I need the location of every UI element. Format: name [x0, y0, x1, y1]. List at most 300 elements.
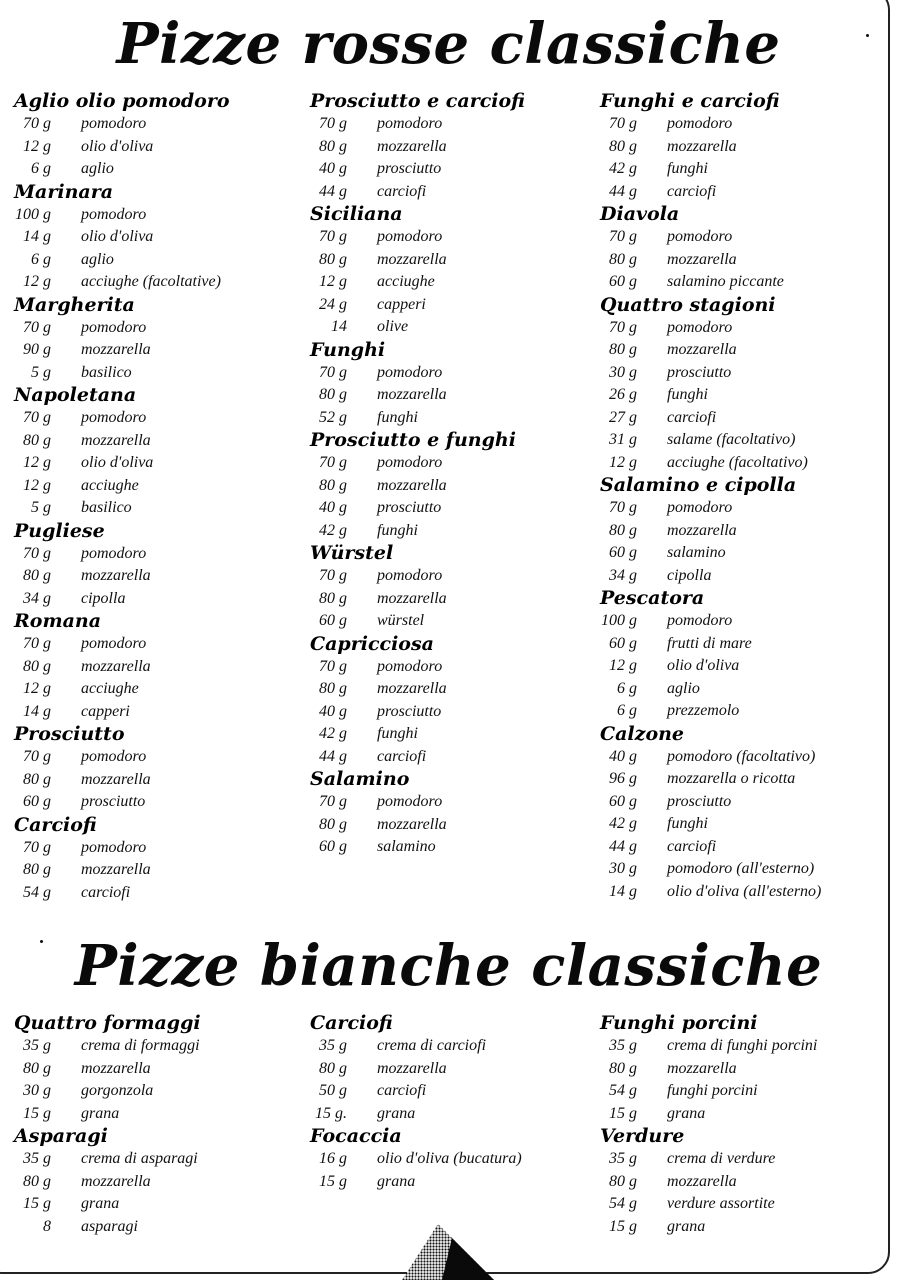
ingredient-row [14, 136, 299, 159]
ingredient-quantity: 12 g [23, 454, 51, 471]
ingredient-row [310, 1080, 595, 1103]
ingredient-name: grana [667, 1217, 706, 1235]
ingredient-quantity: 60 g [609, 273, 637, 290]
ingredient-row [310, 588, 595, 611]
ingredient-quantity: 70 g [609, 318, 637, 336]
pizza-entry [14, 1012, 299, 1125]
ingredient-name: acciughe (facoltativo) [667, 453, 808, 471]
pizza-name: Siciliana [310, 203, 403, 225]
ingredient-row [14, 271, 299, 294]
ingredient-row [14, 1058, 299, 1081]
ingredient-quantity: 42 g [609, 160, 637, 177]
ingredient-name: prosciutto [667, 363, 732, 381]
ingredient-name: funghi [377, 725, 418, 742]
ingredient-quantity: 6 g [31, 160, 51, 177]
menu-column-rosse-1 [14, 90, 299, 904]
ingredient-quantity: 42 g [319, 521, 347, 539]
ingredient-row [600, 249, 885, 272]
ingredient-row [600, 858, 885, 881]
pizza-name: Diavola [600, 203, 680, 225]
ingredient-quantity: 80 g [319, 476, 347, 494]
ingredient-quantity: 12 g [23, 680, 51, 697]
ingredient-quantity: 90 g [23, 341, 51, 358]
ingredient-row [310, 656, 595, 679]
ingredient-quantity: 12 g [609, 453, 637, 471]
pizza-name: Carciofi [14, 813, 97, 836]
ingredient-row [600, 136, 885, 159]
ingredient-name: prezzemolo [667, 702, 740, 719]
ingredient-quantity: 60 g [23, 793, 51, 810]
ingredient-name: crema di carciofi [377, 1037, 487, 1054]
ingredient-row [600, 1216, 885, 1239]
ingredient-quantity: 70 g [23, 115, 51, 132]
ingredient-name: basilico [81, 363, 132, 381]
ingredient-quantity: 14 [331, 318, 347, 335]
ingredient-name: mozzarella [81, 1059, 151, 1077]
ingredient-name: salamino [667, 544, 726, 561]
ingredient-row [310, 249, 595, 272]
ingredient-row [310, 271, 595, 294]
pizza-name: Marinara [14, 180, 114, 203]
pizza-name: Romana [14, 610, 102, 632]
ingredient-name: funghi [377, 521, 418, 539]
ingredient-quantity: 100 g [601, 612, 637, 629]
pizza-name: Pugliese [14, 519, 105, 542]
ingredient-row [600, 768, 885, 791]
ingredient-name: acciughe [81, 680, 139, 697]
speck-mark [40, 940, 43, 943]
pizza-name: Funghi [310, 338, 386, 361]
ingredient-row [600, 881, 885, 904]
ingredient-quantity: 70 g [319, 657, 347, 675]
ingredient-row [14, 746, 299, 769]
ingredient-quantity: 14 g [23, 228, 51, 245]
ingredient-row [14, 882, 299, 905]
ingredient-quantity: 42 g [319, 725, 347, 742]
ingredient-name: aglio [81, 250, 114, 268]
ingredient-row [600, 542, 885, 565]
ingredient-quantity: 80 g [319, 386, 347, 403]
ingredient-row [600, 791, 885, 814]
ingredient-name: mozzarella [81, 770, 151, 788]
ingredient-name: acciughe (facoltative) [81, 273, 221, 290]
ingredient-row [600, 1103, 885, 1126]
ingredient-quantity: 44 g [319, 747, 347, 765]
ingredient-row [310, 1171, 595, 1194]
ingredient-name: mozzarella [667, 1172, 737, 1190]
ingredient-quantity: 80 g [23, 657, 51, 675]
ingredient-name: grana [81, 1195, 120, 1212]
pizza-name: Calzone [600, 722, 685, 745]
ingredient-row [14, 791, 299, 814]
ingredient-name: pomodoro [667, 115, 733, 132]
ingredient-name: mozzarella [667, 1059, 737, 1077]
ingredient-quantity: 35 g [319, 1037, 347, 1054]
ingredient-row [600, 407, 885, 430]
ingredient-row [14, 769, 299, 792]
ingredient-name: pomodoro (all'esterno) [667, 860, 815, 877]
speck-mark [866, 34, 869, 37]
ingredient-quantity: 30 g [23, 1082, 51, 1099]
menu-column-bianche-3 [600, 1012, 885, 1238]
menu-column-bianche-2 [310, 1012, 595, 1193]
ingredient-name: pomodoro [81, 748, 147, 765]
ingredient-name: pomodoro [667, 612, 733, 629]
ingredient-quantity: 14 g [609, 882, 637, 900]
ingredient-quantity: 96 g [609, 770, 637, 787]
ingredient-name: prosciutto [667, 792, 732, 810]
menu-column-bianche-1 [14, 1012, 299, 1238]
ingredient-quantity: 44 g [609, 182, 637, 200]
ingredient-quantity: 24 g [319, 295, 347, 313]
ingredient-row [600, 429, 885, 452]
ingredient-row [600, 813, 885, 836]
ingredient-row [600, 520, 885, 543]
ingredient-row [14, 543, 299, 566]
pizza-entry [14, 181, 299, 294]
ingredient-name: mozzarella [81, 431, 151, 449]
ingredient-quantity: 70 g [319, 793, 347, 810]
ingredient-quantity: 15 g [23, 1104, 51, 1122]
ingredient-quantity: 35 g [23, 1150, 51, 1167]
pizza-name: Salamino e cipolla [600, 474, 797, 496]
ingredient-quantity: 40 g [319, 160, 347, 177]
ingredient-quantity: 6 g [617, 702, 637, 719]
ingredient-row [600, 1035, 885, 1058]
ingredient-name: olio d'oliva [81, 454, 154, 471]
ingredient-row [600, 158, 885, 181]
ingredient-quantity: 8 [43, 1217, 51, 1235]
ingredient-quantity: 27 g [609, 408, 637, 426]
ingredient-name: cipolla [667, 566, 712, 584]
ingredient-quantity: 80 g [319, 137, 347, 155]
ingredient-row [14, 452, 299, 475]
ingredient-name: grana [81, 1104, 120, 1122]
pizza-name: Aglio olio pomodoro [14, 90, 230, 112]
ingredient-name: mozzarella [81, 1172, 151, 1190]
ingredient-row [310, 791, 595, 814]
ingredient-quantity: 15 g [319, 1172, 347, 1190]
ingredient-row [310, 814, 595, 837]
ingredient-row [600, 746, 885, 769]
pizza-entry [600, 294, 885, 475]
ingredient-name: cipolla [81, 589, 126, 607]
ingredient-quantity: 30 g [609, 363, 637, 381]
ingredient-quantity: 15 g [23, 1195, 51, 1212]
pizza-slice-icon [402, 1224, 494, 1280]
ingredient-row [600, 181, 885, 204]
ingredient-quantity: 40 g [319, 702, 347, 720]
ingredient-name: funghi [667, 160, 708, 177]
ingredient-quantity: 70 g [609, 228, 637, 245]
ingredient-quantity: 6 g [617, 679, 637, 697]
ingredient-row [600, 452, 885, 475]
ingredient-name: mozzarella [377, 1059, 447, 1077]
ingredient-quantity: 5 g [31, 363, 51, 381]
pizza-entry [14, 90, 299, 181]
ingredient-row [14, 158, 299, 181]
ingredient-name: salamino [377, 838, 436, 855]
ingredient-name: prosciutto [377, 702, 442, 720]
ingredient-name: mozzarella [377, 250, 447, 268]
ingredient-quantity: 80 g [23, 431, 51, 449]
ingredient-name: mozzarella [667, 341, 737, 358]
ingredient-quantity: 80 g [319, 680, 347, 697]
ingredient-quantity: 12 g [23, 476, 51, 494]
ingredient-quantity: 80 g [609, 341, 637, 358]
menu-column-rosse-2 [310, 90, 595, 859]
ingredient-quantity: 80 g [319, 1059, 347, 1077]
ingredient-quantity: 70 g [319, 454, 347, 471]
pizza-entry [310, 1012, 595, 1125]
ingredient-row [600, 1171, 885, 1194]
ingredient-name: grana [377, 1172, 416, 1190]
ingredient-name: mozzarella [81, 657, 151, 675]
ingredient-name: mozzarella [81, 341, 151, 358]
ingredient-quantity: 5 g [31, 499, 51, 516]
ingredient-name: olive [377, 318, 409, 335]
ingredient-name: pomodoro [377, 567, 443, 584]
ingredient-name: funghi [377, 408, 418, 426]
ingredient-quantity: 12 g [23, 273, 51, 290]
ingredient-row [600, 226, 885, 249]
ingredient-name: carciofi [667, 408, 717, 426]
ingredient-quantity: 80 g [609, 1172, 637, 1190]
ingredient-name: funghi [667, 815, 708, 832]
pizza-entry [310, 1125, 595, 1193]
ingredient-quantity: 34 g [609, 566, 637, 584]
ingredient-name: mozzarella [667, 250, 737, 268]
ingredient-quantity: 40 g [609, 747, 637, 765]
ingredient-row [600, 1080, 885, 1103]
ingredient-row [600, 113, 885, 136]
ingredient-quantity: 6 g [31, 250, 51, 268]
ingredient-row [14, 656, 299, 679]
pizza-entry [310, 542, 595, 633]
ingredient-row [14, 339, 299, 362]
ingredient-row [14, 113, 299, 136]
ingredient-row [14, 1193, 299, 1216]
ingredient-quantity: 35 g [609, 1037, 637, 1054]
ingredient-row [310, 565, 595, 588]
ingredient-quantity: 70 g [609, 115, 637, 132]
ingredient-name: pomodoro [81, 544, 147, 562]
ingredient-row [310, 113, 595, 136]
ingredient-row [310, 723, 595, 746]
ingredient-row [310, 610, 595, 633]
ingredient-quantity: 12 g [319, 273, 347, 290]
ingredient-quantity: 34 g [23, 589, 51, 607]
ingredient-row [600, 1058, 885, 1081]
ingredient-row [14, 1216, 299, 1239]
ingredient-row [14, 317, 299, 340]
ingredient-quantity: 14 g [23, 702, 51, 720]
pizza-entry [310, 768, 595, 859]
ingredient-row [14, 701, 299, 724]
pizza-entry [14, 723, 299, 814]
ingredient-quantity: 60 g [609, 792, 637, 810]
ingredient-row [14, 407, 299, 430]
ingredient-row [600, 655, 885, 678]
ingredient-row [310, 1103, 595, 1126]
pizza-name: Prosciutto e funghi [310, 429, 516, 451]
section-title-bianche: Pizze bianche classiche [74, 933, 823, 999]
ingredient-row [310, 294, 595, 317]
pizza-name: Carciofi [310, 1012, 393, 1034]
pizza-name: Salamino [310, 768, 410, 790]
pizza-entry [310, 429, 595, 542]
ingredient-quantity: 54 g [609, 1195, 637, 1212]
ingredient-name: mozzarella [81, 567, 151, 584]
ingredient-name: carciofi [377, 1082, 427, 1099]
ingredient-row [14, 497, 299, 520]
pizza-entry [600, 723, 885, 904]
pizza-name: Napoletana [14, 384, 137, 406]
ingredient-row [310, 316, 595, 339]
section-title-rosse: Pizze rosse classiche [116, 11, 781, 77]
ingredient-name: mozzarella [377, 815, 447, 833]
ingredient-name: carciofi [377, 747, 427, 765]
ingredient-row [14, 633, 299, 656]
ingredient-quantity: 80 g [23, 861, 51, 878]
ingredient-name: mozzarella o ricotta [667, 770, 796, 787]
pizza-entry [310, 203, 595, 339]
ingredient-row [14, 837, 299, 860]
ingredient-row [600, 362, 885, 385]
pizza-name: Pescatora [600, 587, 705, 609]
ingredient-name: grana [667, 1104, 706, 1122]
pizza-entry [14, 384, 299, 520]
ingredient-quantity: 70 g [319, 363, 347, 381]
ingredient-row [310, 181, 595, 204]
ingredient-row [310, 452, 595, 475]
ingredient-name: mozzarella [377, 680, 447, 697]
ingredient-quantity: 52 g [319, 408, 347, 426]
ingredient-row [310, 158, 595, 181]
ingredient-quantity: 70 g [609, 499, 637, 516]
ingredient-quantity: 12 g [23, 137, 51, 155]
ingredient-name: pomodoro [667, 499, 733, 516]
ingredient-row [310, 520, 595, 543]
pizza-entry [310, 339, 595, 430]
ingredient-quantity: 15 g [609, 1104, 637, 1122]
ingredient-quantity: 70 g [23, 748, 51, 765]
ingredient-row [14, 475, 299, 498]
ingredient-name: crema di funghi porcini [667, 1037, 818, 1054]
ingredient-quantity: 80 g [609, 521, 637, 539]
ingredient-quantity: 100 g [15, 205, 51, 223]
ingredient-quantity: 40 g [319, 499, 347, 516]
ingredient-name: pomodoro (facoltativo) [667, 747, 816, 765]
ingredient-row [310, 836, 595, 859]
ingredient-name: funghi porcini [667, 1082, 758, 1099]
ingredient-name: salame (facoltativo) [667, 431, 796, 448]
ingredient-row [14, 1103, 299, 1126]
ingredient-quantity: 60 g [319, 838, 347, 855]
ingredient-quantity: 80 g [23, 567, 51, 584]
ingredient-name: pomodoro [377, 454, 443, 471]
ingredient-row [310, 226, 595, 249]
pizza-name: Würstel [310, 542, 394, 564]
ingredient-name: carciofi [377, 182, 427, 200]
ingredient-name: olio d'oliva [81, 228, 154, 245]
ingredient-row [600, 700, 885, 723]
ingredient-name: pomodoro [81, 409, 147, 426]
ingredient-quantity: 80 g [23, 770, 51, 788]
pizza-name: Quattro formaggi [14, 1012, 201, 1034]
pizza-entry [600, 474, 885, 587]
ingredient-quantity: 80 g [609, 250, 637, 268]
pizza-entry [600, 1125, 885, 1238]
ingredient-row [310, 701, 595, 724]
pizza-entry [600, 587, 885, 723]
ingredient-row [14, 565, 299, 588]
pizza-name: Verdure [600, 1125, 685, 1147]
ingredient-row [600, 633, 885, 656]
pizza-entry [14, 814, 299, 905]
ingredient-name: olio d'oliva (bucatura) [377, 1150, 522, 1167]
ingredient-quantity: 30 g [609, 860, 637, 877]
ingredient-name: pomodoro [377, 793, 443, 810]
ingredient-name: crema di verdure [667, 1150, 776, 1167]
ingredient-quantity: 70 g [319, 228, 347, 245]
ingredient-quantity: 60 g [319, 612, 347, 629]
ingredient-row [600, 384, 885, 407]
ingredient-name: würstel [377, 612, 425, 629]
ingredient-quantity: 44 g [319, 182, 347, 200]
pizza-entry [14, 1125, 299, 1238]
ingredient-row [14, 1035, 299, 1058]
ingredient-name: pomodoro [377, 657, 443, 675]
ingredient-row [600, 339, 885, 362]
ingredient-row [600, 1193, 885, 1216]
ingredient-row [600, 565, 885, 588]
ingredient-row [600, 271, 885, 294]
ingredient-quantity: 70 g [23, 318, 51, 336]
ingredient-quantity: 42 g [609, 815, 637, 832]
ingredient-quantity: 60 g [609, 544, 637, 561]
ingredient-row [14, 362, 299, 385]
ingredient-quantity: 70 g [23, 635, 51, 652]
ingredient-row [600, 317, 885, 340]
pizza-entry [14, 520, 299, 611]
ingredient-row [600, 610, 885, 633]
ingredient-row [600, 678, 885, 701]
ingredient-row [14, 204, 299, 227]
ingredient-name: carciofi [81, 883, 131, 901]
ingredient-row [600, 836, 885, 859]
ingredient-row [600, 1148, 885, 1171]
ingredient-quantity: 80 g [23, 1059, 51, 1077]
ingredient-name: mozzarella [667, 521, 737, 539]
ingredient-row [310, 1058, 595, 1081]
ingredient-row [14, 588, 299, 611]
ingredient-name: mozzarella [377, 589, 447, 607]
pizza-name: Focaccia [310, 1125, 402, 1147]
ingredient-name: mozzarella [377, 476, 447, 494]
ingredient-name: carciofi [667, 837, 717, 855]
ingredient-name: frutti di mare [667, 634, 752, 652]
ingredient-name: mozzarella [377, 386, 447, 403]
pizza-entry [14, 294, 299, 385]
ingredient-name: mozzarella [377, 137, 447, 155]
ingredient-name: pomodoro [81, 115, 147, 132]
ingredient-row [14, 859, 299, 882]
ingredient-name: aglio [81, 160, 114, 177]
ingredient-quantity: 15 g. [315, 1104, 347, 1122]
ingredient-row [14, 1080, 299, 1103]
ingredient-quantity: 70 g [23, 838, 51, 856]
